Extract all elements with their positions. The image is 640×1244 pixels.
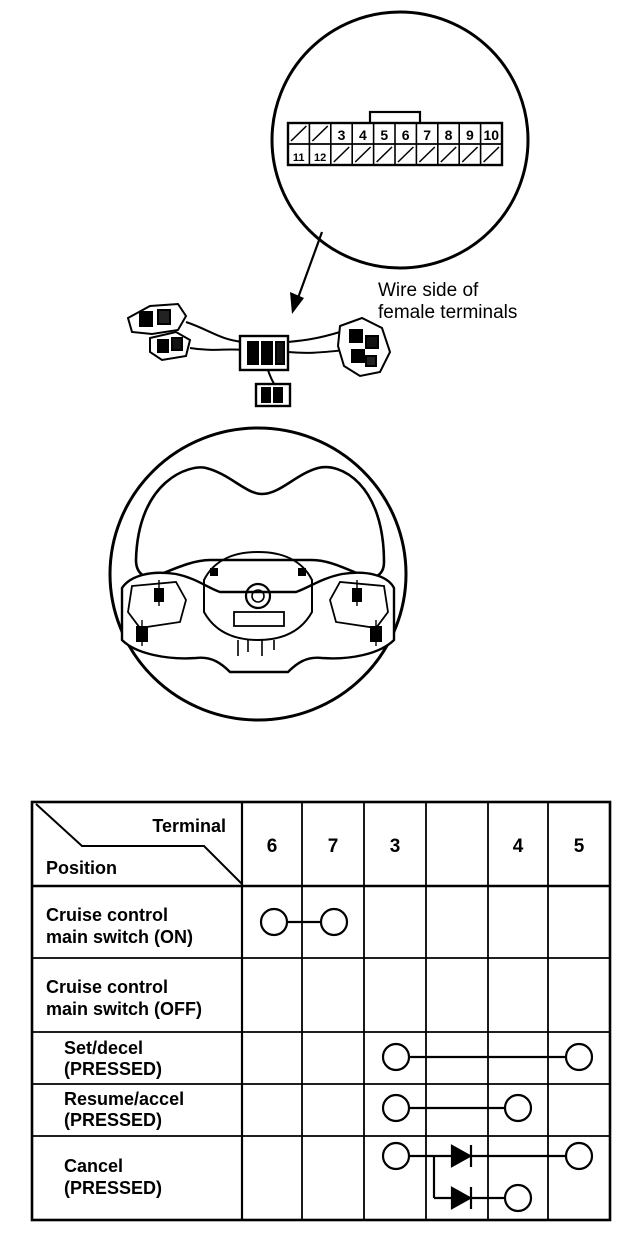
row-label-line-2: main switch (ON) (46, 927, 194, 947)
column-header-terminal: 7 (327, 836, 339, 857)
row-label-line-1: Cruise control (46, 905, 169, 925)
steering-wheel-illustration (110, 428, 406, 720)
header-position: Position (46, 858, 117, 878)
column-header-terminal: 6 (266, 836, 278, 857)
terminal-circle-3 (383, 1095, 409, 1121)
row-label-line-2: (PRESSED) (64, 1110, 163, 1130)
pin-number: 4 (359, 127, 367, 143)
callout-line-2: female terminals (378, 302, 518, 323)
column-header-terminal: 5 (573, 836, 585, 857)
terminal-circle-4 (505, 1095, 531, 1121)
row-label-line-1: Set/decel (64, 1038, 144, 1058)
pin-number: 6 (401, 127, 410, 143)
callout-line-1: Wire side of (378, 280, 479, 301)
pin-number: 8 (444, 127, 453, 143)
column-header-terminal: 3 (389, 836, 401, 857)
pin-number: 7 (423, 127, 431, 143)
terminal-circle-4 (505, 1185, 531, 1211)
terminal-circle-3 (383, 1044, 409, 1070)
row-label-line-1: Cruise control (46, 977, 169, 997)
column-header-terminal: 4 (512, 836, 524, 857)
header-terminal: Terminal (152, 816, 226, 836)
row-label-line-2: (PRESSED) (64, 1059, 163, 1079)
pin-number: 3 (337, 127, 346, 143)
connector-magnifier (272, 12, 528, 323)
terminal-circle-7 (321, 909, 347, 935)
row-label-line-2: (PRESSED) (64, 1178, 163, 1198)
row-label-line-2: main switch (OFF) (46, 999, 203, 1019)
row-label-line-1: Cancel (64, 1156, 124, 1176)
switch-harness-illustration (128, 304, 390, 406)
pin-number: 11 (292, 152, 305, 164)
pin-number: 5 (380, 127, 389, 143)
terminal-circle-3 (383, 1143, 409, 1169)
terminal-circle-6 (261, 909, 287, 935)
pin-number: 9 (466, 127, 474, 143)
pin-number: 12 (313, 152, 327, 164)
pin-number: 10 (483, 127, 500, 143)
row-label-line-1: Resume/accel (64, 1089, 185, 1109)
terminal-circle-5 (566, 1143, 592, 1169)
terminal-circle-5 (566, 1044, 592, 1070)
continuity-table (32, 802, 610, 1220)
